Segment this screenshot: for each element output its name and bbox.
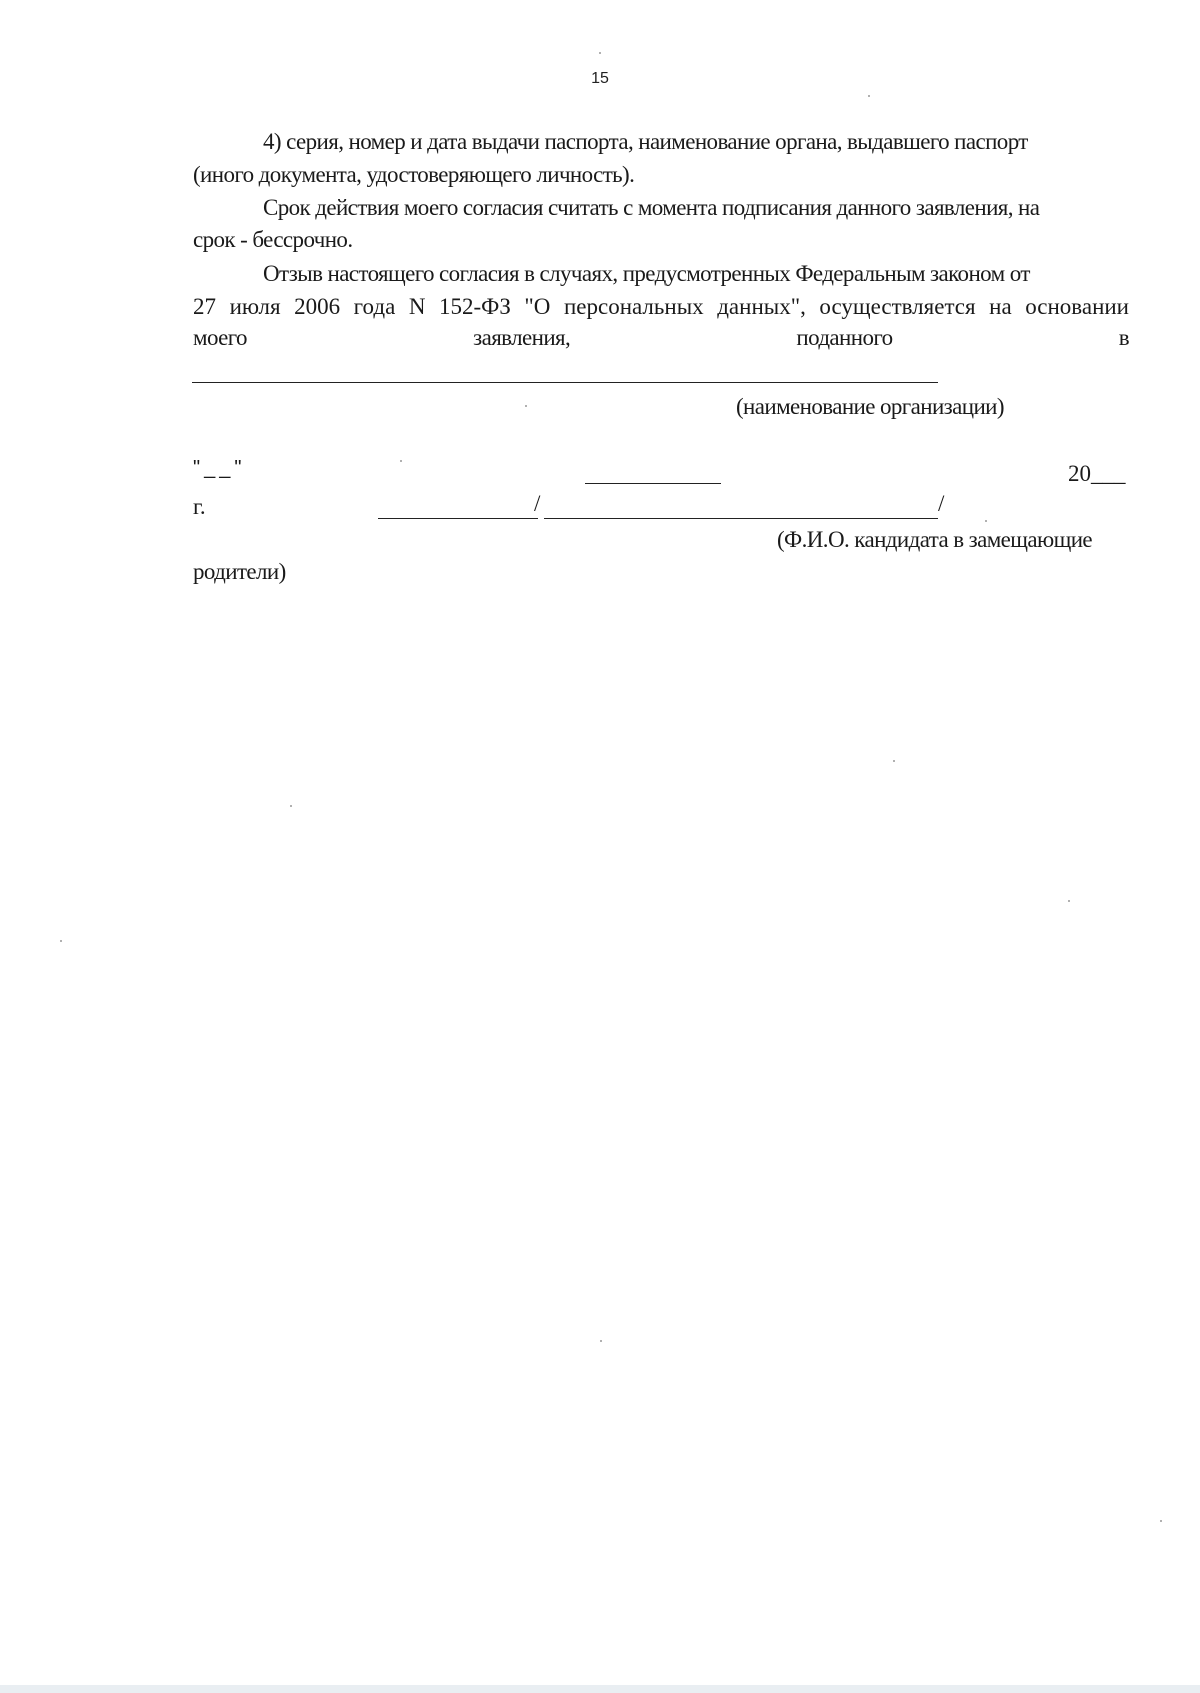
year-suffix: г. [193, 494, 206, 519]
organization-caption: (наименование организации) [736, 394, 1004, 419]
scan-bottom-edge [0, 1685, 1200, 1693]
paragraph-2-line-2: срок - бессрочно. [193, 227, 353, 252]
word-moego: моего [193, 325, 247, 350]
page-number: 15 [591, 70, 609, 87]
word-v: в [1118, 325, 1129, 350]
scan-speck [600, 1340, 602, 1342]
scan-speck [1068, 900, 1070, 902]
date-month-blank[interactable] [585, 483, 721, 484]
scan-speck [400, 460, 402, 462]
scan-speck [290, 805, 292, 807]
signature-slash-1: / [534, 491, 541, 516]
paragraph-3-line-3 [193, 322, 1129, 354]
fio-caption-line-2: родители) [193, 559, 286, 584]
fio-blank[interactable] [544, 518, 938, 519]
scan-speck [599, 52, 601, 54]
scan-speck [868, 95, 870, 97]
paragraph-3-line-2 [193, 291, 1129, 323]
scan-speck [1160, 1520, 1162, 1522]
scan-speck [60, 940, 62, 942]
paragraph-3-line-2-text: 27 июля 2006 года N 152-ФЗ "О персональных данных", осуществляется на основании [193, 294, 1129, 319]
date-day-quote: "__" [193, 457, 246, 479]
organization-blank-line[interactable] [192, 382, 938, 383]
word-podannogo: поданного [796, 325, 893, 350]
fio-caption-line-1: (Ф.И.О. кандидата в замещающие [777, 527, 1093, 552]
paragraph-2-line-1: Срок действия моего согласия считать с момента подписания данного заявления, на [263, 195, 1040, 220]
paragraph-1-line-2: (иного документа, удостоверяющего личность). [193, 162, 635, 187]
year-prefix: 20___ [1068, 461, 1126, 486]
scan-speck [893, 760, 895, 762]
signature-slash-2: / [938, 491, 945, 516]
scan-speck [985, 520, 987, 522]
paragraph-1-line-1: 4) серия, номер и дата выдачи паспорта, наименование органа, выдавшего паспорт [263, 129, 1028, 154]
paragraph-3-line-1: Отзыв настоящего согласия в случаях, предусмотренных Федеральным законом от [263, 261, 1030, 286]
scan-speck [525, 405, 527, 407]
word-zayavleniya: заявления, [473, 325, 571, 350]
signature-blank[interactable] [378, 518, 538, 519]
